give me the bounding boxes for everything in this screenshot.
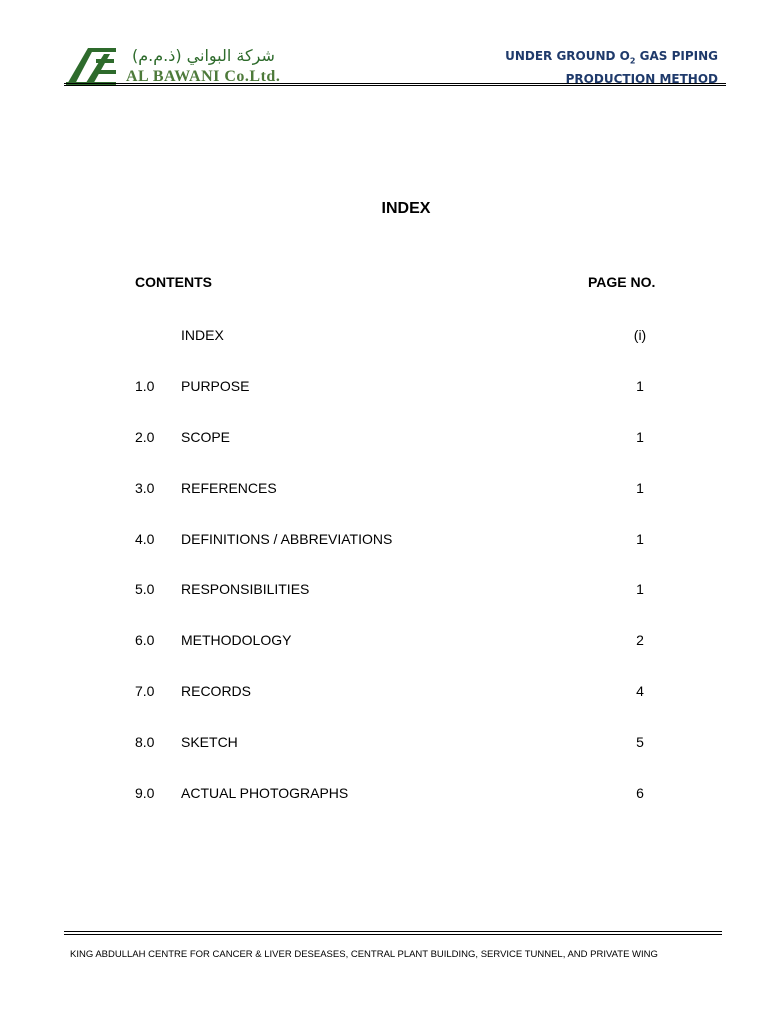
toc-entry-label: DEFINITIONS / ABBREVIATIONS <box>181 531 393 547</box>
toc-entry <box>0 785 768 805</box>
page-number-heading: PAGE NO. <box>588 274 656 290</box>
toc-entry-label: ACTUAL PHOTOGRAPHS <box>181 785 349 801</box>
contents-heading: CONTENTS <box>135 274 212 290</box>
toc-entry-number: 3.0 <box>135 480 155 496</box>
header-divider <box>64 83 726 84</box>
footer-divider <box>64 931 722 932</box>
toc-entry-label: REFERENCES <box>181 480 277 496</box>
company-logo <box>66 44 306 86</box>
toc-entry-page: 5 <box>636 734 644 750</box>
toc-entry-label: SKETCH <box>181 734 238 750</box>
al-bawani-logo-icon <box>66 46 118 86</box>
toc-entry-label: INDEX <box>181 327 224 343</box>
toc-entry-number: 9.0 <box>135 785 155 801</box>
toc-entry-number: 6.0 <box>135 632 155 648</box>
toc-entry-page: 6 <box>636 785 644 801</box>
header-divider-secondary <box>64 85 726 86</box>
toc-entry-label: RECORDS <box>181 683 252 699</box>
toc-entry-page: 2 <box>636 632 644 648</box>
toc-entry-page: 1 <box>636 531 644 547</box>
toc-entry-page: 1 <box>636 429 644 445</box>
toc-entry <box>0 429 768 449</box>
toc-entry-label: RESPONSIBILITIES <box>181 581 310 597</box>
footer-divider-secondary <box>64 934 722 935</box>
toc-entry-page: 1 <box>636 378 644 394</box>
toc-entry-label: SCOPE <box>181 429 231 445</box>
toc-entry-number: 1.0 <box>135 378 155 394</box>
company-name-english: AL BAWANI Co.Ltd. <box>126 68 281 85</box>
toc-entry-page: (i) <box>633 327 647 343</box>
toc-entry <box>0 378 768 398</box>
toc-entry-number: 5.0 <box>135 581 155 597</box>
toc-entry-number: 4.0 <box>135 531 155 547</box>
toc-entry <box>0 531 768 551</box>
toc-entry <box>0 734 768 754</box>
toc-entry <box>0 480 768 500</box>
toc-entry-page: 4 <box>636 683 644 699</box>
header-title-line2: PRODUCTION METHOD <box>565 72 718 87</box>
toc-entry <box>0 327 768 347</box>
header-title-line1: UNDER GROUND $O_2$ GAS PIPING <box>505 49 718 66</box>
toc-entry-number: 8.0 <box>135 734 155 750</box>
toc-entry-page: 1 <box>636 480 644 496</box>
toc-entry-number: 7.0 <box>135 683 155 699</box>
toc-entry <box>0 632 768 652</box>
toc-entry-label: PURPOSE <box>181 378 250 394</box>
page-title: INDEX <box>381 200 431 217</box>
company-name-arabic: شركة البواني (ذ.م.م) <box>132 46 275 65</box>
toc-entry-number: 2.0 <box>135 429 155 445</box>
footer-project-name: KING ABDULLAH CENTRE FOR CANCER & LIVER DESEASES, CENTRAL PLANT BUILDING, SERVICE TUNNEL, AND PRIVATE WING <box>70 949 658 960</box>
toc-entry-page: 1 <box>636 581 644 597</box>
toc-entry <box>0 581 768 601</box>
toc-entry <box>0 683 768 703</box>
toc-entry-label: METHODOLOGY <box>181 632 292 648</box>
